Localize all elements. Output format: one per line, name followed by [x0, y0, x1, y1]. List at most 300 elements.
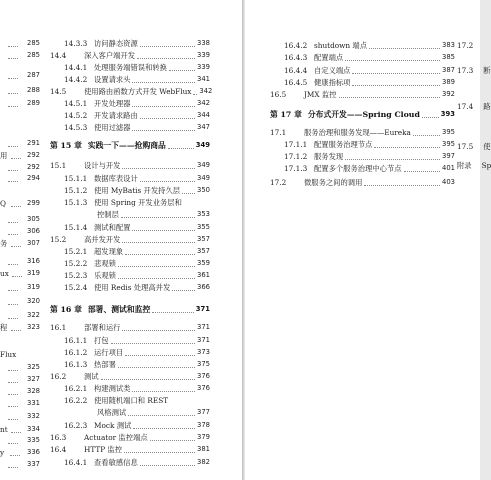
- toc-entry-title: Q: [0, 199, 6, 208]
- toc-entry-title: Mock 测试: [94, 421, 132, 430]
- toc-page-number: 316: [27, 257, 40, 265]
- toc-edge-entry: [457, 89, 480, 100]
- toc-subsection-entry: [50, 282, 210, 293]
- toc-page-number: 397: [442, 152, 455, 160]
- dot-leader: [8, 45, 18, 47]
- toc-entry-number: 17.2: [270, 178, 287, 187]
- toc-entry-title: 使用 Spring 开发业务层和: [94, 198, 182, 207]
- toc-entry-number: 17.1.3: [284, 164, 308, 173]
- toc-edge-entry: [457, 65, 491, 76]
- toc-subsection-entry: [50, 359, 210, 370]
- toc-subsection-entry: [270, 52, 455, 63]
- toc-subsection-entry: [50, 457, 210, 468]
- toc-page-number: 357: [197, 247, 210, 255]
- dot-leader: [374, 146, 440, 148]
- toc-entry-number: 16.4.5: [284, 78, 308, 87]
- toc-page-number: 289: [27, 99, 40, 107]
- toc-subsection-entry: [50, 270, 210, 281]
- toc-entry-title: 高并发开发: [84, 235, 121, 244]
- toc-subsection-entry: [270, 77, 455, 88]
- toc-page-number: 355: [197, 223, 210, 231]
- toc-page-number: 291: [27, 139, 40, 147]
- toc-entry-title: 配置端点: [314, 53, 344, 62]
- toc-entry-title: 构建测试类: [94, 384, 131, 393]
- toc-entry-title: nt: [0, 425, 8, 434]
- toc-entry-title: 查看敏感信息: [94, 458, 138, 467]
- toc-page-number: 319: [27, 283, 40, 291]
- toc-edge-entry: [457, 113, 480, 124]
- toc-entry-number: 16.2.1: [64, 384, 88, 393]
- toc-subsection-entry: [50, 246, 210, 257]
- toc-page-number: 299: [27, 199, 40, 207]
- toc-page-number: 376: [197, 384, 210, 392]
- toc-page-number: 322: [27, 311, 40, 319]
- toc-subsection-entry: [50, 173, 210, 184]
- toc-entry-number: 16.4.4: [284, 66, 308, 75]
- toc-entry-title: 超发现象: [94, 247, 124, 256]
- toc-page-number: 373: [197, 348, 210, 356]
- dot-leader: [8, 77, 18, 79]
- toc-page-number: 331: [27, 399, 40, 407]
- toc-subsection-entry: [50, 122, 210, 133]
- dot-leader: [132, 390, 195, 392]
- toc-subsection-entry: [50, 395, 210, 406]
- toc-entry-title: 17.4: [457, 102, 474, 111]
- toc-entry-title: 附录: [457, 161, 472, 170]
- toc-page-number: 353: [197, 210, 210, 218]
- dot-leader: [8, 289, 18, 291]
- dot-leader: [8, 169, 18, 171]
- toc-page-number: 382: [197, 458, 210, 466]
- toc-edge-entry: [0, 238, 40, 249]
- toc-section-entry: [50, 50, 210, 61]
- toc-edge-entry: [0, 386, 40, 397]
- toc-edge-entry: [0, 435, 40, 446]
- dot-leader: [150, 439, 195, 441]
- toc-subsection-entry: [270, 163, 455, 174]
- dot-leader: [132, 81, 195, 83]
- toc-edge-entry: [0, 374, 40, 385]
- toc-entry-title: 配置多个服务治理中心节点: [314, 164, 402, 173]
- toc-page-number: 387: [442, 66, 455, 74]
- toc-page-number: 断: [483, 66, 491, 75]
- dot-leader: [8, 145, 18, 147]
- toc-section-entry: [50, 86, 213, 97]
- toc-entry-number: 15.1.3: [64, 198, 88, 207]
- toc-entry-title: 使用 Redis 处理高并发: [94, 283, 171, 292]
- toc-page-number: 349: [197, 161, 210, 169]
- toc-section-entry: [270, 127, 455, 138]
- dot-leader: [345, 158, 440, 160]
- toc-subsection-entry: [270, 151, 455, 162]
- toc-edge-entry: [0, 424, 40, 435]
- toc-page-number: 323: [27, 323, 40, 331]
- toc-edge-entry: [0, 138, 40, 149]
- right-page: [245, 0, 491, 480]
- toc-section-entry: [50, 444, 210, 455]
- toc-page-number: 305: [27, 215, 40, 223]
- toc-entry-number: 15.2.4: [64, 283, 88, 292]
- toc-entry-title: 部署和运行: [84, 323, 121, 332]
- toc-entry-title: 部署、测试和监控: [87, 305, 151, 314]
- toc-edge-entry: [0, 98, 40, 109]
- dot-leader: [118, 366, 195, 368]
- toc-page-number: Sp: [481, 161, 491, 170]
- toc-entry-title: 运行项目: [94, 348, 124, 357]
- toc-entry-number: 17.1.2: [284, 152, 308, 161]
- dot-leader: [101, 378, 195, 380]
- toc-edge-entry: [0, 398, 40, 409]
- toc-entry-number: 16.2: [50, 372, 67, 381]
- toc-page-number: 403: [442, 178, 455, 186]
- toc-entry-number: 第 16 章: [50, 305, 82, 314]
- dot-leader: [339, 96, 441, 98]
- toc-page-number: 342: [197, 99, 210, 107]
- toc-page-number: 347: [197, 123, 210, 131]
- toc-page-number: 339: [197, 51, 210, 59]
- dot-leader: [121, 216, 195, 218]
- toc-entry-number: 16.1.1: [64, 336, 88, 345]
- toc-entry-title: JMX 监控: [304, 90, 337, 99]
- toc-edge-entry: [0, 322, 40, 333]
- toc-subsection-entry: [270, 65, 455, 76]
- toc-entry-title: Flux: [0, 350, 17, 359]
- toc-page-number: 359: [197, 259, 210, 267]
- toc-entry-title: 深入客户端开发: [84, 51, 136, 60]
- toc-entry-title: 用: [0, 151, 8, 160]
- toc-page-number: 371: [197, 323, 210, 331]
- toc-page-number: 288: [27, 86, 40, 94]
- dot-leader: [422, 116, 439, 118]
- dot-leader: [8, 92, 18, 94]
- toc-subsection-entry: [50, 383, 210, 394]
- toc-entry-number: 17.1: [270, 128, 287, 137]
- toc-entry-title: 自定义端点: [314, 66, 351, 75]
- toc-entry-title: shutdown 端点: [314, 41, 367, 50]
- toc-edge-entry: [0, 447, 40, 458]
- dot-leader: [122, 167, 195, 169]
- toc-edge-entry: [0, 150, 40, 161]
- toc-entry-title: 测试和配置: [94, 223, 131, 232]
- dot-leader: [140, 117, 195, 119]
- dot-leader: [125, 354, 195, 356]
- toc-page-number: 338: [197, 39, 210, 47]
- dot-leader: [172, 289, 195, 291]
- toc-entry-number: 15.2.3: [64, 271, 88, 280]
- toc-entry-number: 16.4.1: [64, 458, 88, 467]
- toc-page-number: 287: [27, 71, 40, 79]
- toc-section-entry: [270, 89, 455, 100]
- toc-entry-title: 使用路由函数方式开发 WebFlux: [84, 87, 192, 96]
- toc-entry-number: 16.2.2: [64, 396, 88, 405]
- dot-leader: [128, 414, 195, 416]
- dot-leader: [11, 205, 21, 207]
- dot-leader: [404, 170, 440, 172]
- toc-subsection-entry: [270, 139, 455, 150]
- toc-page-number: 385: [442, 53, 455, 61]
- toc-entry-number: 15.1.1: [64, 174, 88, 183]
- toc-entry-title: HTTP 监控: [84, 445, 123, 454]
- toc-page-number: 381: [197, 445, 210, 453]
- toc-edge-entry: [0, 214, 40, 225]
- dot-leader: [364, 184, 440, 186]
- dot-leader: [132, 229, 195, 231]
- toc-subsection-entry: [50, 347, 210, 358]
- dot-leader: [8, 418, 18, 420]
- toc-entry-title: 17.3: [457, 66, 474, 75]
- toc-entry-title: 分布式开发——Spring Cloud: [307, 110, 420, 119]
- toc-entry-title: 健康指标项: [314, 78, 351, 87]
- toc-page-number: 375: [197, 360, 210, 368]
- toc-page-number: 383: [442, 41, 455, 49]
- toc-page-number: 392: [442, 90, 455, 98]
- toc-entry-title: Actuator 监控端点: [84, 433, 148, 442]
- toc-section-entry: [50, 322, 210, 333]
- dot-leader: [345, 59, 440, 61]
- toc-entry-number: 16.5: [270, 90, 287, 99]
- toc-page-number: 319: [27, 269, 40, 277]
- toc-page-number: 361: [197, 271, 210, 279]
- toc-entry-number: 16.1.3: [64, 360, 88, 369]
- toc-edge-entry: [0, 268, 40, 279]
- toc-page-number: 336: [27, 448, 40, 456]
- toc-edge-entry: [0, 173, 40, 184]
- toc-page-number: 292: [27, 151, 40, 159]
- dot-leader: [8, 405, 18, 407]
- dot-leader: [132, 129, 195, 131]
- toc-page-number: 344: [197, 111, 210, 119]
- toc-section-entry: [50, 371, 210, 382]
- toc-edge-entry: [0, 411, 40, 422]
- toc-entry-title: 开发请求路由: [94, 111, 138, 120]
- dot-leader: [352, 72, 440, 74]
- toc-page-number: 393: [440, 110, 455, 118]
- dot-leader: [8, 317, 18, 319]
- toc-entry-title: 开发处理器: [94, 99, 131, 108]
- dot-leader: [8, 221, 18, 223]
- toc-entry-title: 设计与开发: [84, 161, 121, 170]
- toc-entry-title: 服务发现: [314, 152, 344, 161]
- toc-page-number: 376: [197, 372, 210, 380]
- toc-subsection-entry: [50, 258, 210, 269]
- toc-edge-entry: [0, 296, 40, 307]
- dot-leader: [140, 180, 195, 182]
- dot-leader: [8, 233, 18, 235]
- toc-entry-number: 14.5: [50, 87, 67, 96]
- toc-page-number: 339: [197, 63, 210, 71]
- toc-entry-title: 处理服务端错误和转换: [94, 63, 167, 72]
- dot-leader: [137, 57, 195, 59]
- toc-entry-title: 乐观锁: [94, 271, 116, 280]
- toc-page-number: 371: [195, 305, 210, 313]
- toc-edge-entry: [457, 160, 491, 171]
- toc-chapter-entry: [270, 109, 455, 120]
- dot-leader: [8, 180, 18, 182]
- toc-page-number: 349: [195, 141, 210, 149]
- toc-page-number: 292: [27, 163, 40, 171]
- toc-page-number: 337: [27, 460, 40, 468]
- toc-entry-title: 测试: [84, 372, 99, 381]
- toc-entry-number: 14.4.1: [64, 63, 88, 72]
- toc-page-number: 使: [483, 142, 491, 151]
- dot-leader: [124, 451, 195, 453]
- toc-page-number: 379: [197, 433, 210, 441]
- dot-leader: [413, 134, 440, 136]
- toc-entry-title: 热部署: [94, 360, 116, 369]
- toc-entry-continuation: [50, 209, 210, 220]
- dot-leader: [8, 466, 18, 468]
- toc-edge-entry: [0, 70, 40, 81]
- toc-entry-number: 16.1: [50, 323, 67, 332]
- toc-entry-continuation: [50, 407, 210, 418]
- toc-page-number: 395: [442, 140, 455, 148]
- toc-entry-title: 使用 MyBatis 开发持久层: [94, 186, 181, 195]
- toc-entry-title: 设置请求头: [94, 75, 131, 84]
- toc-edge-entry: [0, 85, 40, 96]
- toc-chapter-entry: [50, 304, 210, 315]
- toc-edge-entry: [0, 162, 40, 173]
- toc-edge-entry: [0, 282, 40, 293]
- toc-entry-number: 15.2: [50, 235, 67, 244]
- toc-edge-entry: [457, 101, 491, 112]
- toc-subsection-entry: [50, 335, 210, 346]
- dot-leader: [118, 265, 195, 267]
- toc-entry-title: 风格测试: [97, 408, 127, 417]
- dot-leader: [8, 381, 18, 383]
- toc-entry-number: 14.3.3: [64, 39, 88, 48]
- left-page: [0, 0, 242, 480]
- toc-entry-title: 使用过滤器: [94, 123, 131, 132]
- toc-page-number: 350: [197, 186, 210, 194]
- toc-section-entry: [50, 234, 210, 245]
- toc-entry-title: 实践一下——抢购商品: [87, 141, 166, 150]
- dot-leader: [152, 311, 194, 313]
- dot-leader: [140, 464, 195, 466]
- toc-entry-title: 访问静态资源: [94, 39, 138, 48]
- toc-page-number: 307: [27, 239, 40, 247]
- dot-leader: [118, 277, 195, 279]
- toc-chapter-entry: [50, 140, 210, 151]
- toc-entry-number: 15.2.2: [64, 259, 88, 268]
- toc-entry-number: 17.1.1: [284, 140, 308, 149]
- toc-entry-title: 务: [0, 239, 8, 248]
- toc-subsection-entry: [50, 197, 210, 208]
- toc-subsection-entry: [50, 74, 210, 85]
- toc-page-number: 389: [442, 78, 455, 86]
- dot-leader: [8, 442, 18, 444]
- toc-entry-number: 14.5.2: [64, 111, 88, 120]
- dot-leader: [140, 45, 195, 47]
- dot-leader: [8, 263, 18, 265]
- toc-page-number: 366: [197, 283, 210, 291]
- toc-section-entry: [270, 177, 455, 188]
- toc-entry-number: 16.4: [50, 445, 67, 454]
- toc-page-number: 357: [197, 235, 210, 243]
- toc-edge-entry: [0, 459, 40, 470]
- toc-page-number: 349: [197, 174, 210, 182]
- dot-leader: [182, 192, 195, 194]
- toc-page-number: 285: [27, 39, 40, 47]
- dot-leader: [122, 241, 195, 243]
- dot-leader: [352, 84, 440, 86]
- dot-leader: [11, 157, 21, 159]
- toc-entry-title: 17.2: [457, 41, 474, 50]
- toc-entry-number: 16.4.2: [284, 41, 308, 50]
- toc-section-entry: [50, 160, 210, 171]
- toc-page-number: 306: [27, 227, 40, 235]
- toc-entry-number: 15.1: [50, 161, 67, 170]
- toc-page-number: 401: [442, 164, 455, 172]
- dot-leader: [111, 342, 195, 344]
- dot-leader: [11, 329, 21, 331]
- toc-page-number: 378: [197, 421, 210, 429]
- toc-entry-title: y: [0, 448, 5, 457]
- toc-subsection-entry: [50, 98, 210, 109]
- toc-entry-number: 第 15 章: [50, 141, 82, 150]
- dot-leader: [125, 253, 195, 255]
- toc-subsection-entry: [50, 110, 210, 121]
- toc-subsection-entry: [50, 222, 210, 233]
- toc-page-number: 377: [197, 408, 210, 416]
- toc-page-number: 320: [27, 297, 40, 305]
- toc-entry-number: 14.5.3: [64, 123, 88, 132]
- toc-page-number: 334: [27, 425, 40, 433]
- toc-subsection-entry: [50, 38, 210, 49]
- dot-leader: [132, 105, 195, 107]
- toc-entry-number: 15.1.2: [64, 186, 88, 195]
- toc-edge-entry: [0, 226, 40, 237]
- dot-leader: [369, 47, 440, 49]
- toc-subsection-entry: [50, 185, 210, 196]
- toc-edge-entry: [457, 52, 480, 63]
- toc-entry-title: 配置服务治理节点: [314, 140, 373, 149]
- toc-entry-number: 16.3: [50, 433, 67, 442]
- dot-leader: [8, 303, 18, 305]
- toc-page-number: 342: [199, 87, 213, 95]
- toc-subsection-entry: [50, 420, 210, 431]
- toc-edge-entry: [457, 40, 480, 51]
- toc-entry-number: 15.1.4: [64, 223, 88, 232]
- toc-page-number: 327: [27, 375, 40, 383]
- toc-entry-title: ux: [0, 269, 9, 278]
- toc-page-number: 335: [27, 436, 40, 444]
- toc-entry-title: 数据库表设计: [94, 174, 138, 183]
- toc-entry-title: 服务治理和服务发现——Eureka: [304, 128, 411, 137]
- toc-entry-number: 14.4.2: [64, 75, 88, 84]
- toc-edge-entry: [0, 310, 40, 321]
- dot-leader: [168, 147, 194, 149]
- dot-leader: [169, 69, 195, 71]
- dot-leader: [133, 427, 195, 429]
- toc-page-number: 341: [197, 75, 210, 83]
- toc-edge-entry: [457, 77, 480, 88]
- toc-edge-entry: [457, 141, 491, 152]
- toc-entry-number: 第 17 章: [270, 110, 302, 119]
- dot-leader: [11, 245, 21, 247]
- toc-subsection-entry: [50, 62, 210, 73]
- toc-entry-number: 15.2.1: [64, 247, 88, 256]
- toc-page-number: 294: [27, 174, 40, 182]
- toc-entry-title: 使用随机端口和 REST: [94, 396, 169, 405]
- toc-entry-number: 14.5.1: [64, 99, 88, 108]
- dot-leader: [11, 431, 21, 433]
- dot-leader: [10, 454, 20, 456]
- toc-page-number: 395: [442, 128, 455, 136]
- dot-leader: [8, 393, 18, 395]
- toc-entry-number: 16.2.3: [64, 421, 88, 430]
- dot-leader: [8, 105, 18, 107]
- toc-page-number: 328: [27, 387, 40, 395]
